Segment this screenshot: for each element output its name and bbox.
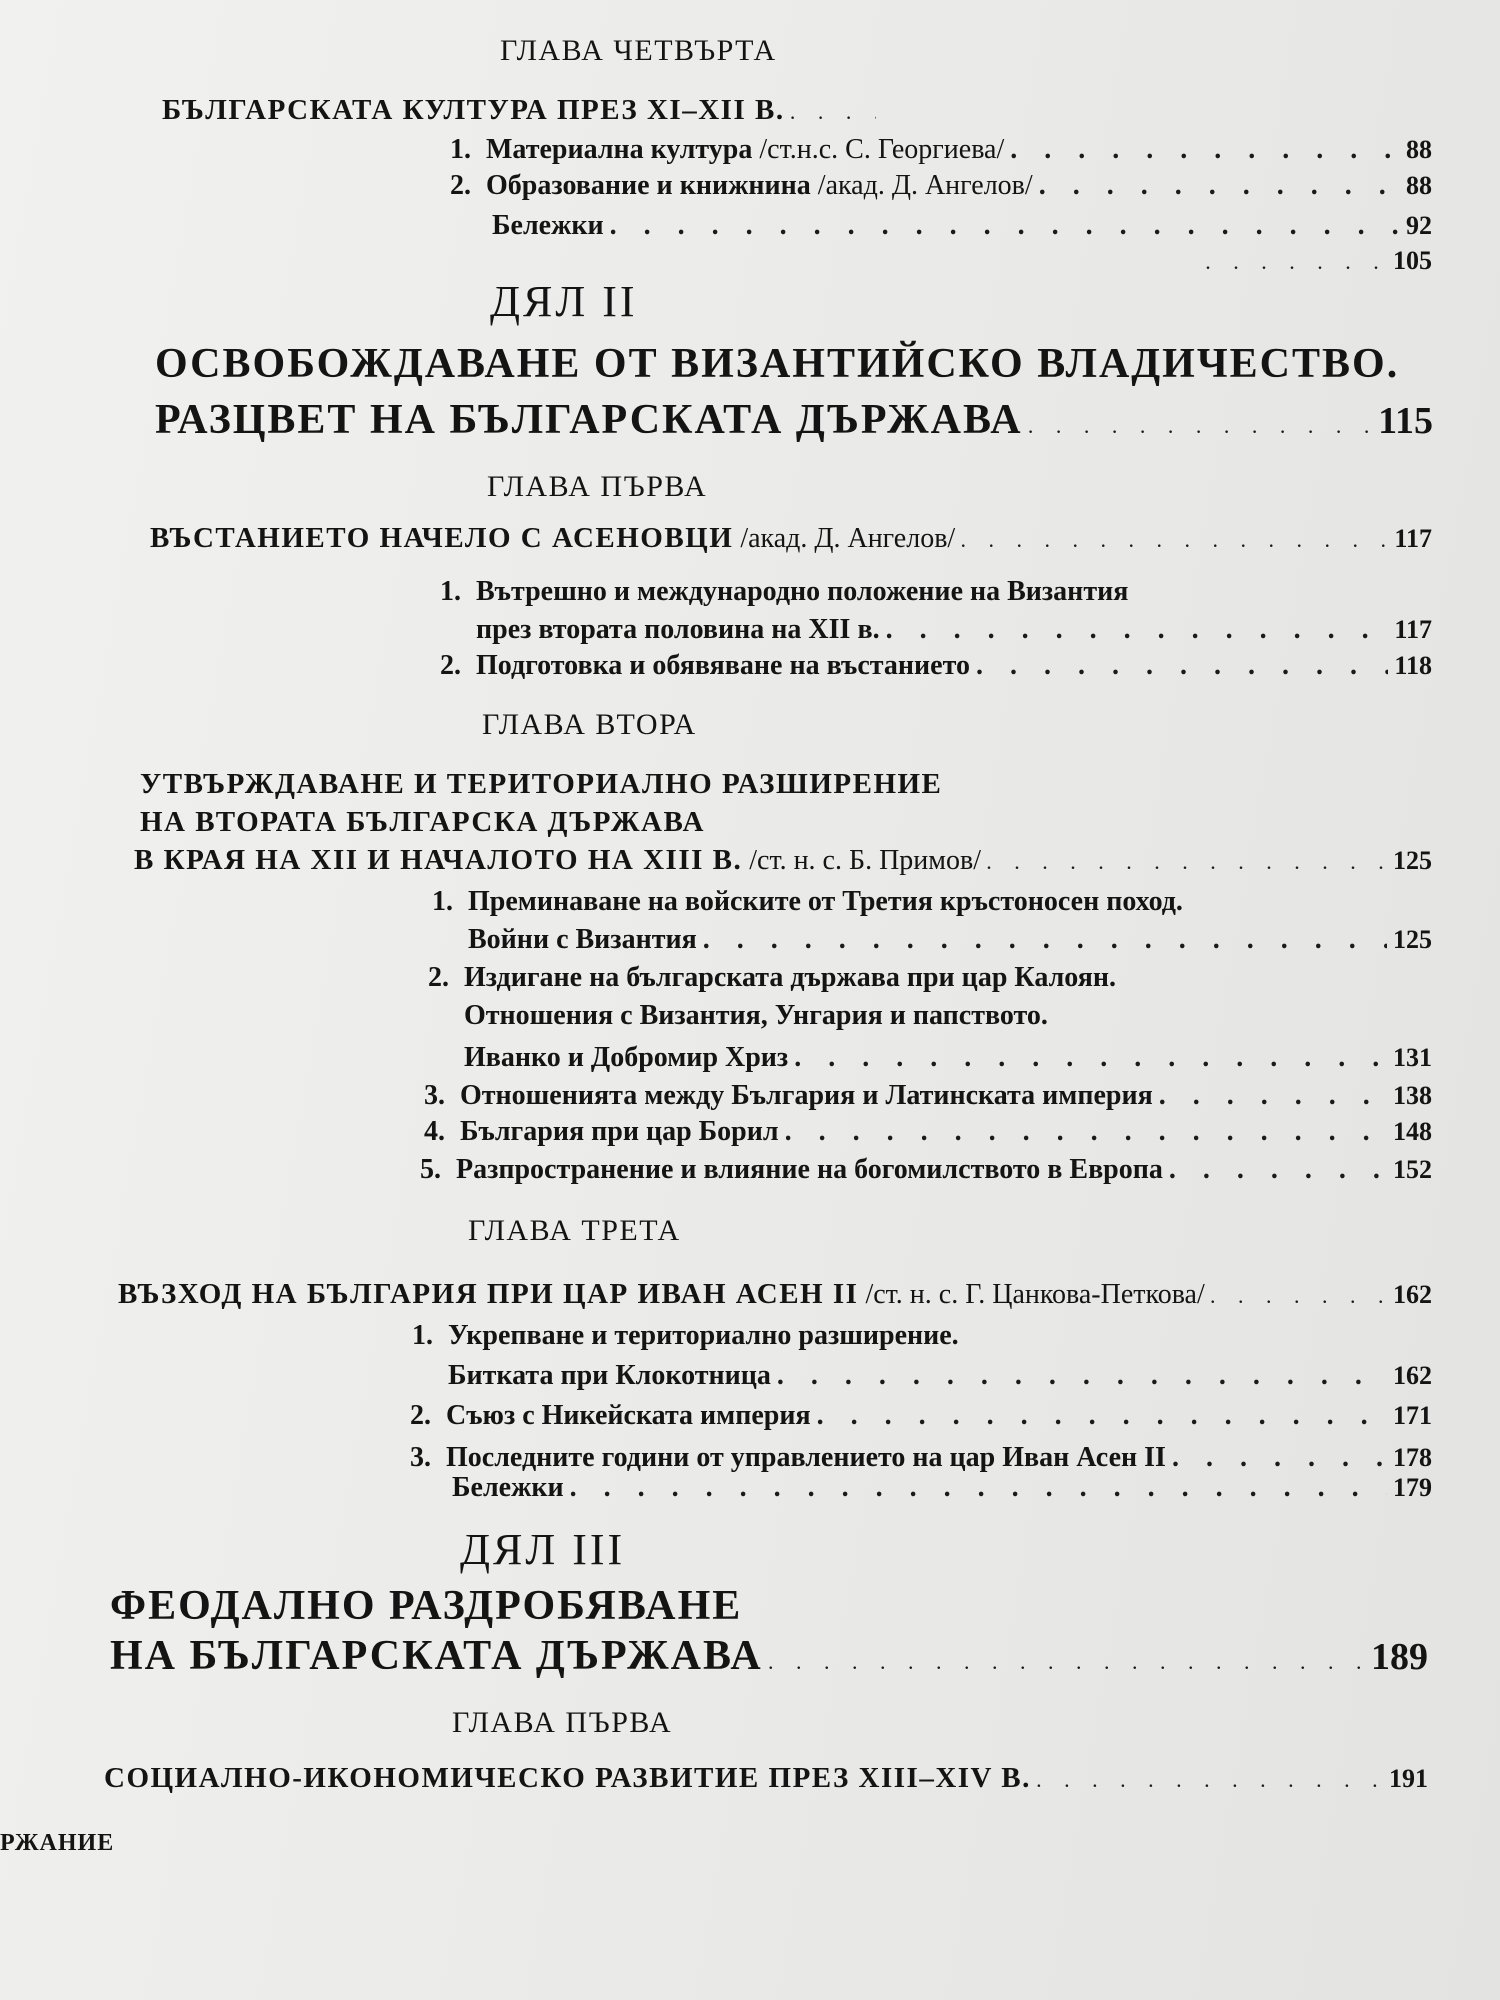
dot-leader [1039,170,1400,202]
toc-entry [464,1042,1432,1074]
page-number: 117 [1394,524,1432,553]
toc-entry [448,1360,1432,1392]
dot-leader [1206,256,1387,274]
page-number: 178 [1393,1443,1432,1472]
page-number: 138 [1393,1081,1432,1110]
toc-entry [424,1116,1432,1148]
dot-leader [1037,1774,1383,1792]
item-number: 1. [450,134,471,165]
toc-entry-line [412,1320,959,1352]
page-number: 88 [1406,171,1432,200]
chapter-heading: ГЛАВА ВТОРА [482,708,697,741]
toc-entry [420,1154,1432,1186]
dot-leader [1172,1442,1387,1474]
dot-leader [769,1656,1365,1674]
dot-leader [1211,1290,1387,1308]
dot-leader [976,650,1388,682]
item-title-continued: Войни с Византия [468,924,697,955]
toc-entry [468,924,1432,956]
section-title: СОЦИАЛНО-ИКОНОМИЧЕСКО РАЗВИТИЕ ПРЕЗ XIII–XIV В. [104,1762,1031,1794]
dot-leader [785,1116,1387,1148]
item-title: Отношенията между България и Латинската империя [460,1080,1153,1111]
dot-leader [1010,134,1400,166]
section-title-line3: В КРАЯ НА XII И НАЧАЛОТО НА XIII В. [134,844,743,876]
item-title-continued: Битката при Клокотница [448,1360,771,1391]
item-number: 5. [420,1154,441,1185]
chapter-heading: ГЛАВА ЧЕТВЪРТА [500,34,777,67]
item-number: 1. [440,576,461,607]
item-number: 2. [450,170,471,201]
toc-entry [450,170,1432,202]
page-number: 117 [1394,615,1432,644]
dot-leader [610,210,1400,242]
dot-leader [886,614,1389,646]
item-title: Образование и книжнина [486,170,811,201]
item-title: Укрепване и териториално разширение. [448,1320,959,1351]
section-author: /ст. н. с. Г. Цанкова-Петкова/ [858,1279,1205,1310]
toc-entry-notes [452,1472,1432,1504]
section-title-line1: УТВЪРЖДАВАНЕ И ТЕРИТОРИАЛНО РАЗШИРЕНИЕ [140,768,943,800]
item-title: България при цар Борил [460,1116,779,1147]
dot-leader [1029,420,1372,438]
notes-label: Бележки [492,210,604,241]
page-number: 162 [1393,1280,1432,1309]
running-footer: РЖАНИЕ [0,1830,115,1856]
page-number: 148 [1393,1117,1432,1146]
item-number: 1. [412,1320,433,1351]
section-title-line2: НА ВТОРАТА БЪЛГАРСКА ДЪРЖАВА [140,806,705,838]
item-title-continued: Отношения с Византия, Унгария и папството. [464,1000,1048,1031]
part-heading: ДЯЛ III [460,1525,626,1574]
toc-entry-line [428,962,1116,994]
toc-entry [450,134,1432,166]
toc-entry-section [150,522,1432,555]
item-title: Вътрешно и международно положение на Византия [476,576,1129,607]
page-number: 179 [1393,1473,1432,1502]
item-number: 2. [410,1400,431,1431]
chapter-heading: ГЛАВА ПЪРВА [487,470,708,503]
item-title-continued: през втората половина на XII в. [476,614,880,645]
section-author: /ст. н. с. Б. Примов/ [742,845,981,876]
page-number: 118 [1394,651,1432,680]
item-title: Преминаване на войските от Третия кръстоносен поход. [468,886,1183,917]
page-number: 152 [1393,1155,1432,1184]
page-number: 191 [1389,1764,1428,1793]
item-title: Разпространение и влияние на богомилството в Европа [456,1154,1163,1185]
page-number: 105 [1393,246,1432,275]
toc-entry-section [118,1278,1432,1311]
part-title-line2: РАЗЦВЕТ НА БЪЛГАРСКАТА ДЪРЖАВА [155,397,1023,443]
page-number: 115 [1378,400,1433,442]
item-title: Издигане на българската държава при цар Калоян. [464,962,1117,993]
item-author: /акад. Д. Ангелов/ [810,170,1033,201]
page-number: 131 [1393,1043,1432,1072]
part-title-line2: НА БЪЛГАРСКАТА ДЪРЖАВА [110,1633,763,1679]
page-number: 125 [1393,846,1432,875]
item-number: 4. [424,1116,445,1147]
toc-entry-notes [492,210,1432,242]
dot-leader [1159,1080,1387,1112]
page-number: 88 [1406,135,1432,164]
toc-entry-line [440,576,1128,608]
part-title-line1: ОСВОБОЖДАВАНЕ ОТ ВИЗАНТИЙСКО ВЛАДИЧЕСТВО. [155,341,1400,387]
toc-entry-line [464,1000,1048,1032]
item-author: /ст.н.с. С. Георгиева/ [752,134,1005,165]
part-heading: ДЯЛ II [490,277,638,326]
item-title: Последните години от управлението на цар Иван Асен II [446,1442,1166,1473]
dot-leader [987,856,1387,874]
page-number: 162 [1393,1361,1432,1390]
toc-entry-ch4-title [162,94,882,127]
item-number: 3. [424,1080,445,1111]
section-title: ВЪЗХОД НА БЪЛГАРИЯ ПРИ ЦАР ИВАН АСЕН II [118,1278,859,1310]
chapter-heading: ГЛАВА ПЪРВА [452,1706,673,1739]
toc-entry [410,1442,1432,1474]
item-number: 3. [410,1442,431,1473]
toc-entry-part3-title [110,1632,1428,1680]
chapter-heading: ГЛАВА ТРЕТА [468,1214,681,1247]
item-number: 2. [440,650,461,681]
toc-entry-continued [1200,246,1432,276]
item-title: Материална култура [486,134,753,165]
part-title-line1: ФЕОДАЛНО РАЗДРОБЯВАНЕ [110,1583,743,1629]
section-author: /акад. Д. Ангелов/ [733,523,956,554]
section-title: БЪЛГАРСКАТА КУЛТУРА ПРЕЗ XI–XII В. [162,94,785,126]
item-number: 1. [432,886,453,917]
toc-entry [424,1080,1432,1112]
dot-leader [777,1360,1387,1392]
dot-leader [570,1472,1387,1504]
toc-entry [476,614,1432,646]
item-title-continued: Иванко и Добромир Хриз [464,1042,789,1073]
dot-leader [1169,1154,1387,1186]
toc-entry-section [104,1762,1428,1795]
item-number: 2. [428,962,449,993]
dot-leader [794,1042,1387,1074]
item-title: Подготовка и обявяване на въстанието [476,650,970,681]
page-number: 189 [1371,1636,1428,1678]
toc-entry-section [134,844,1432,877]
page-number: 171 [1393,1401,1432,1430]
toc-entry-line [432,886,1183,918]
toc-entry [410,1400,1432,1432]
toc-entry [440,650,1432,682]
section-title: ВЪСТАНИЕТО НАЧЕЛО С АСЕНОВЦИ [150,522,734,554]
notes-label: Бележки [452,1472,564,1503]
dot-leader [703,924,1387,956]
toc-entry-part2-title [155,396,1433,444]
dot-leader [791,106,876,124]
dot-leader [817,1400,1387,1432]
item-title: Съюз с Никейската империя [446,1400,811,1431]
dot-leader [961,534,1388,552]
page-number: 92 [1406,211,1432,240]
page-number: 125 [1393,925,1432,954]
